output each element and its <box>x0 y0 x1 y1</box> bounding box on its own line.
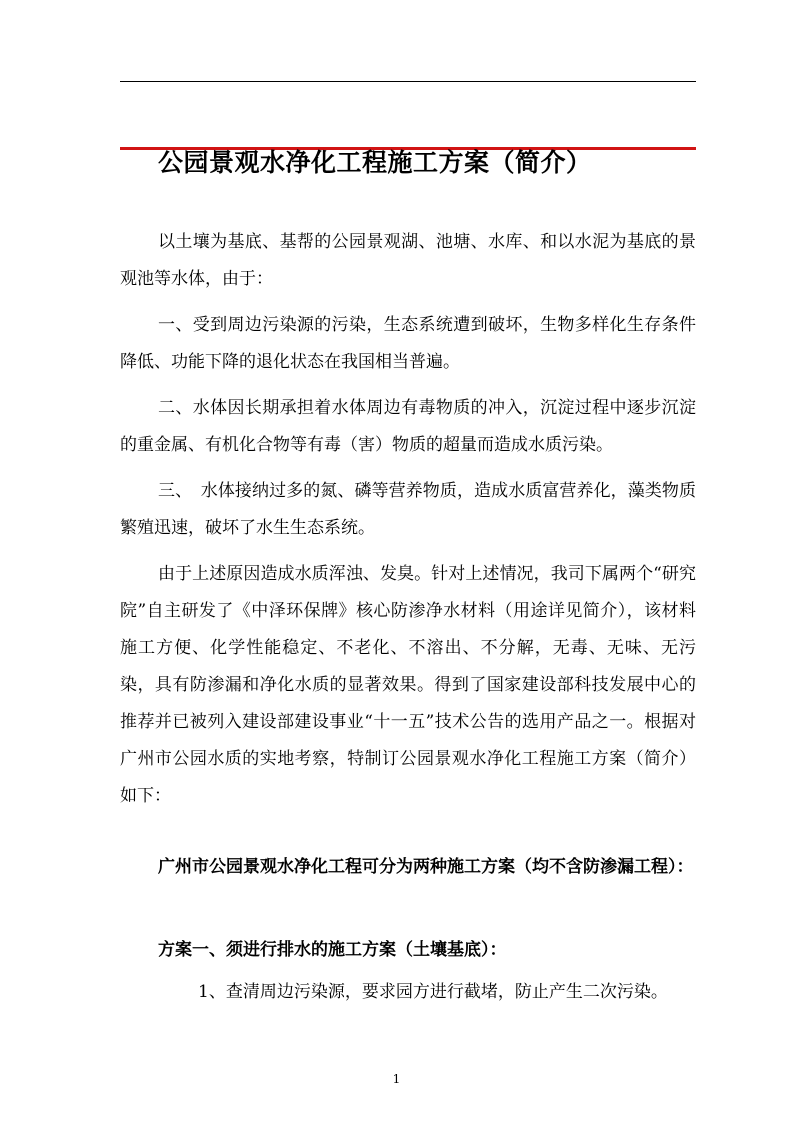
header-rule <box>120 81 696 82</box>
paragraph-point-1: 一、受到周边污染源的污染，生态系统遭到破坏，生物多样化生存条件降低、功能下降的退化状态在我国相当普遍。 <box>120 315 696 372</box>
paragraph-point-3: 三、 水体接纳过多的氮、磷等营养物质，造成水质富营养化，藻类物质繁殖迅速，破坏了水生生态系统。 <box>120 481 696 538</box>
list-item-step-1: 1、查清周边污染源，要求园方进行截堵，防止产生二次污染。 <box>198 982 668 1002</box>
page-number: 1 <box>392 1072 401 1086</box>
paragraph-intro: 以土壤为基底、基帮的公园景观湖、池塘、水库、和以水泥为基底的景观池等水体，由于： <box>120 232 696 289</box>
heading-plan-one: 方案一、须进行排水的施工方案（土壤基底）： <box>158 940 507 960</box>
document-title: 公园景观水净化工程施工方案（简介） <box>158 148 592 177</box>
paragraph-point-2: 二、水体因长期承担着水体周边有毒物质的冲入，沉淀过程中逐步沉淀的重金属、有机化合物等有毒（害）物质的超量而造成水质污染。 <box>120 398 696 455</box>
paragraph-background: 由于上述原因造成水质浑浊、发臭。针对上述情况，我司下属两个“研究院”自主研发了《中泽环保牌》核心防渗净水材料（用途详见简介），该材料施工方便、化学性能稳定、不老化、不溶出、不分解，无毒、无味、无污染，具有防渗漏和净化水质的显著效果。得到了国家建设部科技发展中心的推荐并已被列入建设部建设事业“十一五”技术公告的选用产品之一。根据对广州市公园水质的实地考察，特制订公园景观水净化工程施工方案（简介）如下： <box>120 564 696 806</box>
paragraph-plan-summary: 广州市公园景观水净化工程可分为两种施工方案（均不含防渗漏工程）： <box>158 857 694 877</box>
